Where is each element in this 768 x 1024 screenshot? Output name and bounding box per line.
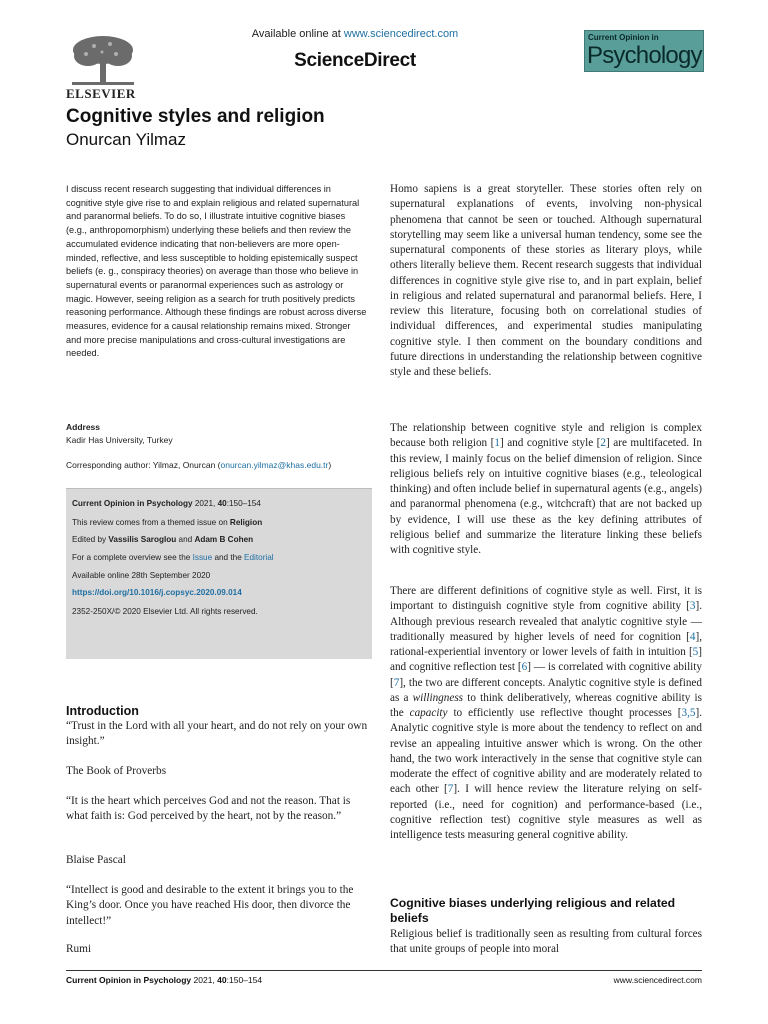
address-text: Kadir Has University, Turkey [66, 435, 173, 445]
overview-line [72, 553, 274, 562]
p3-text-c: ], rational-experiential inventory or lower levels of faith in intuition [ [390, 630, 702, 658]
source-proverbs: The Book of Proverbs [66, 765, 167, 777]
corresponding-suffix: ) [328, 460, 332, 470]
ref-link[interactable]: 6 [521, 661, 528, 674]
edited-and: and [176, 535, 195, 544]
citation-line [72, 499, 261, 508]
editor-1: Vassilis Saroglou [108, 535, 177, 544]
emphasis-capacity: capacity [409, 707, 448, 719]
author-name: Onurcan Yilmaz [66, 130, 186, 149]
p3-text-e: ] — is correlated with cognitive ability [ [390, 661, 702, 689]
p3-text-f: ], the two are different concepts. Analytic cognitive style is defined as a [390, 676, 702, 704]
paper-title: Cognitive styles and religion [66, 106, 325, 127]
body-paragraph-4: Religious belief is traditionally seen as resulting from cultural forces that unite groups of people into moral [390, 928, 702, 956]
copyright: 2352-250X/© 2020 Elsevier Ltd. All rights reserved. [72, 607, 258, 616]
quote-proverbs: “Trust in the Lord with all your heart, and do not rely on your own insight.” [66, 720, 368, 748]
footer-volume: 40 [217, 975, 227, 985]
footer-divider [66, 970, 702, 971]
ref-link[interactable]: 4 [689, 630, 696, 643]
quote-pascal: “It is the heart which perceives God and not the reason. That is what faith is: God perceived by the heart, not by the reason.” [66, 795, 351, 823]
edited-prefix: Edited by [72, 535, 109, 544]
doi-link[interactable]: https://doi.org/10.1016/j.copsyc.2020.09.014 [72, 588, 242, 597]
themed-topic: Religion [229, 518, 263, 527]
article-info-box [66, 488, 372, 659]
footer-url[interactable]: www.sciencedirect.com [613, 975, 702, 985]
volume: 40 [217, 499, 227, 508]
pages: :150–154 [226, 499, 261, 508]
address-label: Address [66, 422, 101, 432]
p3-text-h: to efficiently use reflective thought processes [ [447, 707, 682, 719]
corresponding-author [66, 460, 376, 470]
p2-text-b: ] and cognitive style [ [499, 437, 601, 450]
themed-issue-line [72, 518, 262, 527]
ref-link[interactable]: 3,5 [681, 707, 696, 719]
editor-2: Adam B Cohen [194, 535, 254, 544]
editorial-link[interactable]: Editorial [244, 553, 274, 562]
quote-rumi: “Intellect is good and desirable to the extent it brings you to the King’s door. Once you have reached His door, then divorce the intellect!” [66, 884, 354, 927]
body-paragraph-1: Homo sapiens is a great storyteller. These stories often rely on supernatural explanations of events, involving non-physical phenomena that cannot be seen or touched. Although supernatural storytelling may seem like a universal human tendency, some see the supernatural components of these stories as literary ploys, while others literally believe them. Recent research suggests that individual differences in cognitive style give rise to, and in part explain, belief in religious and related supernatural and paranormal beliefs. Here, I review this literature, focusing both on correlational studies of individual differences, and experimental studies manipulating cognitive style. I then comment on the boundary conditions and future directions in understanding the relationship between cognitive style and these beliefs. [390, 183, 702, 378]
p3-text-i: ]. Analytic cognitive style is more about the tendency to reflect on and revise an appealing intuitive answer which is wrong. On the other hand, the two work interactively in the sense that cognitive style can moderate the effect of cognitive ability and are moderately related to each other [ [390, 707, 702, 796]
footer-year: 2021, [191, 975, 218, 985]
section-heading-cognitive-biases: Cognitive biases underlying religious and related beliefs [390, 896, 676, 925]
p3-text-d: ] and cognitive reflection test [ [390, 646, 702, 674]
source-rumi: Rumi [66, 943, 92, 955]
introduction-heading: Introduction [66, 704, 139, 718]
ref-link[interactable]: 5 [692, 646, 699, 658]
source-pascal: Blaise Pascal [66, 854, 126, 866]
emphasis-willingness: willingness [412, 691, 464, 704]
citation-year: 2021, [192, 499, 218, 508]
journal-logo-main: Psychology [587, 42, 702, 69]
overview-and: and the [212, 553, 245, 562]
ref-link[interactable]: 2 [600, 437, 607, 450]
email-link[interactable]: onurcan.yilmaz@khas.edu.tr [220, 460, 329, 470]
platform-name: ScienceDirect [294, 50, 416, 71]
themed-prefix: This review comes from a themed issue on [72, 518, 230, 527]
journal-logo-top: Current Opinion in [588, 33, 659, 42]
p3-text-g: to think deliberatively, whereas cognitive ability is the [390, 691, 702, 719]
corresponding-prefix: Corresponding author: Yilmaz, Onurcan ( [66, 460, 221, 470]
ref-link[interactable]: 7 [447, 783, 454, 796]
journal-logo [584, 30, 704, 72]
p2-text-c: ] are multifaceted. In this review, I mainly focus on the belief dimension of religion. Since religious beliefs rely on intuitive cognitive biases (e.g., teleological thinking) and often include belief in supernatural agents (e.g., angels) and paranormal phenomena (e.g., witchcraft) that are not backed up by evidence, I will use these as the key defining attributes of religious belief and summarize the literature linking these beliefs with cognitive style. [390, 437, 702, 556]
issue-link[interactable]: Issue [192, 553, 213, 562]
p2-text-a: The relationship between cognitive style and religion is complex because both religion [ [390, 422, 702, 450]
ref-link[interactable]: 3 [689, 600, 696, 613]
edited-by-line [72, 535, 253, 544]
abstract: I discuss recent research suggesting that individual differences in cognitive style give rise to and explain religious and related supernatural and paranormal beliefs. To do so, I illustrate intuitive cognitive biases (e.g., anthropomorphism) underlying these beliefs and then review the accumulated evidence indicating that non-believers are more open-minded, reflective, and less susceptible to holding epistemically suspect beliefs (e. g., conspiracy theories) on average than those who believe in supernatural events or paranormal experiences such as astrology or magic. However, seeing religion as a search for truth positively predicts reasoning performance. Although these findings are robust across diverse measures, evidence for a causal relationship remains mixed. Stronger and more precise manipulations and cross-cultural investigations are needed. [66, 184, 367, 359]
overview-prefix: For a complete overview see the [72, 553, 193, 562]
sciencedirect-link[interactable]: www.sciencedirect.com [343, 28, 459, 40]
p3-text-b: ]. Although previous research revealed that analytic cognitive style — traditionally measured by higher levels of need for cognition [ [390, 600, 702, 643]
p3-text-a: There are different definitions of cognitive style as well. First, it is important to distinguish cognitive style from cognitive ability [ [390, 585, 702, 613]
ref-link[interactable]: 7 [393, 676, 400, 689]
footer-citation [66, 975, 262, 985]
publisher-name: ELSEVIER [66, 86, 136, 101]
available-date: Available online 28th September 2020 [72, 571, 211, 580]
footer-journal: Current Opinion in Psychology [66, 975, 192, 985]
footer-pages: :150–154 [226, 975, 263, 985]
journal-name: Current Opinion in Psychology [72, 499, 193, 508]
available-prefix: Available online at [251, 28, 344, 40]
body-paragraph-2 [390, 421, 702, 558]
body-paragraph-3 [390, 584, 702, 843]
p3-text-j: ]. I will hence review the literature relying on self-reported (i.e., need for cognition) and performance-based (i.e., cognitive reflection test) cognitive style measures as well as intelligence tests measuring general cognitive ability. [390, 783, 702, 841]
ref-link[interactable]: 1 [494, 437, 500, 450]
